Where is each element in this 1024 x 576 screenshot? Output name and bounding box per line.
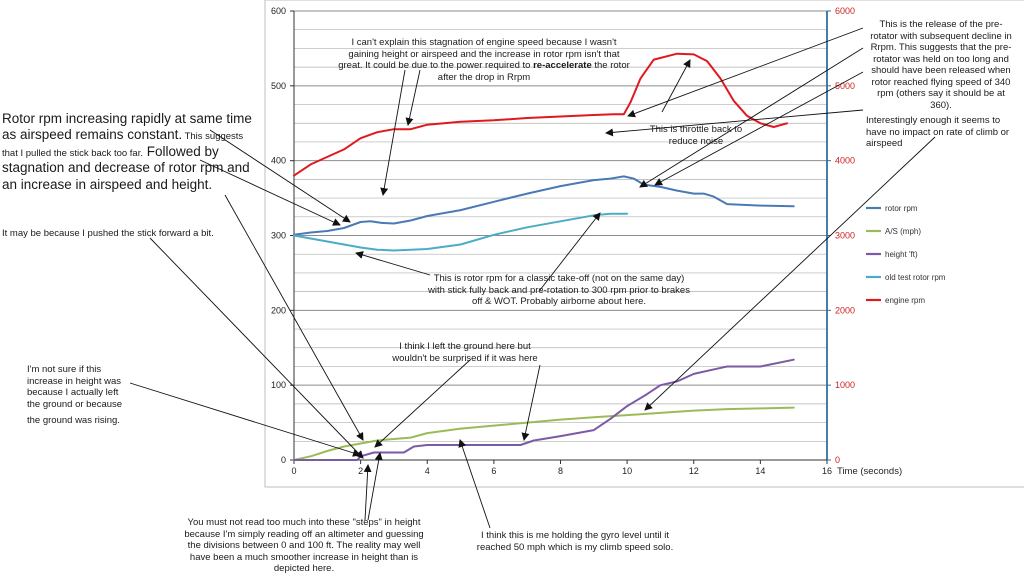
legend-label: rotor rpm (885, 204, 918, 213)
legend-label: old test rotor rpm (885, 273, 946, 282)
note-interestingly: Interestingly enough it seems to have no impact on rate of climb or airspeed (866, 115, 1010, 150)
x-tick-label: 6 (491, 466, 497, 476)
y-left-tick-label: 200 (270, 305, 286, 316)
note-steps: You must not read too much into these "steps" in height because I'm simply reading off an altimeter and guessing the divisions between 0 and 100 ft. The reality may well have been a much smoother increase in height than is depicted here. (184, 517, 424, 575)
x-tick-label: 16 (821, 466, 833, 476)
x-tick-label: 0 (291, 466, 297, 476)
y-right-tick-label: 3000 (835, 230, 856, 241)
note-prerotator: This is the release of the pre-rotator with subsequent decline in Rrpm. This suggests that the pre-rotator was held on too long and should have been released when rotor reached flying speed of 340 rpm (others say it should be at 360). (870, 19, 1012, 112)
series-line-old-test-rotor-rpm (294, 214, 627, 251)
note-not-sure: I'm not sure if this increase in height was because I actually left the ground or because (27, 364, 123, 410)
annotation-arrow (460, 440, 490, 528)
annotation-arrow (356, 253, 430, 275)
y-right-tick-label: 1000 (835, 380, 856, 391)
note-rotor-increase: Rotor rpm increasing rapidly at same time as airspeed remains constant. This suggests that I pulled the stick back too far. Followed by stagnation and decrease of rotor rpm and an increase in airspeed and height. (2, 111, 252, 192)
x-tick-label: 14 (755, 466, 766, 476)
note-gyro: I think this is me holding the gyro level until it reached 50 mph which is my climb speed solo. (476, 530, 674, 553)
y-right-tick-label: 0 (835, 455, 841, 465)
note-ground-rising: the ground was rising. (27, 415, 120, 426)
x-tick-label: 4 (424, 466, 430, 476)
y-left-tick-label: 100 (270, 380, 286, 391)
y-left-tick-label: 600 (270, 6, 286, 16)
legend-label: engine rpm (885, 296, 926, 305)
legend-label: A/S (mph) (885, 227, 922, 236)
note-throttle: This is throttle back to reduce noise (649, 124, 743, 147)
note-left-ground: I think I left the ground here but wouldn't be surprised if it was here (392, 341, 538, 364)
y-left-tick-label: 500 (270, 80, 286, 91)
x-axis-title: Time (seconds) (837, 466, 903, 477)
note-stagnation: I can't explain this stagnation of engine speed because I wasn't gaining height or airspeed and the increase in rotor rpm isn't that great. It could be due to the power required to re-accelerate the rotor after the drop in Rrpm (338, 37, 630, 83)
x-tick-label: 10 (622, 466, 633, 476)
y-left-tick-label: 400 (270, 155, 286, 166)
annotation-arrow (383, 70, 405, 195)
y-right-tick-label: 4000 (835, 155, 856, 166)
annotation-arrow (524, 365, 540, 440)
x-tick-label: 12 (688, 466, 699, 476)
y-right-tick-label: 2000 (835, 305, 856, 316)
legend (866, 204, 946, 305)
x-tick-label: 8 (557, 466, 564, 476)
x-tick-label: 2 (358, 466, 364, 476)
note-pushed-stick: It may be because I pushed the stick forward a bit. (2, 228, 214, 239)
series-line-a-s-mph (294, 408, 794, 460)
y-right-tick-label: 6000 (835, 6, 856, 16)
annotation-arrow (640, 48, 863, 187)
y-left-tick-label: 0 (280, 455, 286, 465)
note-classic-takeoff: This is rotor rpm for a classic take-off (not on the same day) with stick fully back and pre-rotation to 300 rpm prior to brakes off & WOT. Probably airborne about here. (428, 273, 690, 308)
legend-label: height 'ft) (885, 250, 918, 259)
series-line-rotor-rpm (294, 176, 794, 234)
annotation-arrow (365, 465, 368, 520)
y-right-tick-label: 5000 (835, 80, 856, 91)
y-left-tick-label: 300 (270, 230, 286, 241)
